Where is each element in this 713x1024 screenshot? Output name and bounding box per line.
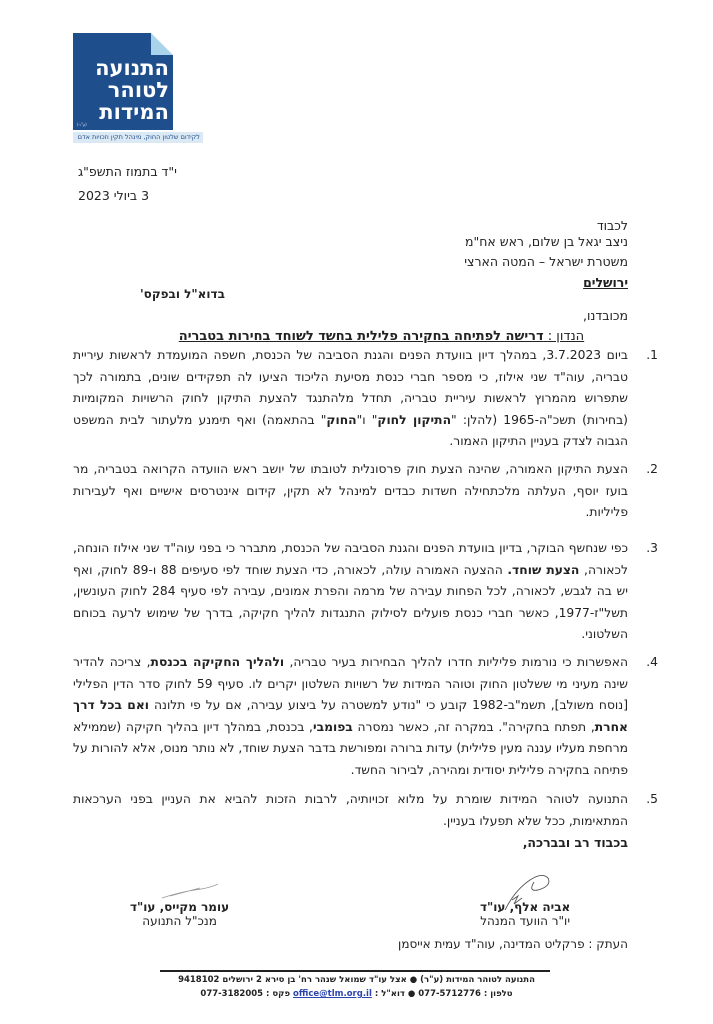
paragraph-text: התנועה לטוהר המידות שומרת על מלוא זכויותיה, לרבות הזכות להביא את העניין בפני הערכאות המתאימות, ככל שלא תפעלו בעניין.	[73, 792, 628, 828]
logo-tagline: לקידום שלטון החוק, מינהל תקין וזכויות אדם	[73, 132, 203, 143]
greeting: מכובדנו,	[583, 308, 628, 323]
signature-right	[480, 900, 570, 928]
footer-address: התנועה לטוהר המידות (ע"ר) ● אצל עו"ד שמואל שנהר רח' בן סירא 2 ירושלים 9418102	[178, 975, 535, 985]
emphasized-text: התיקון לחוק	[377, 412, 452, 427]
footer-contact	[0, 989, 713, 999]
recipient-city: ירושלים	[583, 275, 628, 290]
paragraph-4	[73, 652, 658, 781]
paragraph-number: 1.	[646, 348, 658, 362]
paragraph-2	[73, 459, 658, 524]
paragraph-3	[73, 538, 658, 646]
paragraph-body	[73, 462, 628, 519]
footer-divider	[160, 970, 550, 972]
emphasized-text: בפומבי	[312, 719, 353, 734]
recipient-organization: משטרת ישראל – המטה הארצי	[464, 254, 628, 269]
paragraph-number: 3.	[646, 541, 658, 555]
emphasized-text: הצעת שוחד.	[507, 562, 580, 577]
logo-name-line-3: המידות	[99, 100, 169, 124]
paragraph-number: 5.	[646, 792, 658, 806]
paragraph-number: 2.	[646, 462, 658, 476]
paragraph-text: ביום 3.7.2023, במהלך דיון בוועדת הפנים והגנת הסביבה של הכנסת, חשפה המועמדת לראשות עיריית טבריה, עוה"ד שני אילוז, כי מספר חברי כנסת מסיעת הליכוד הציעו לה תפקידים שונים, בתמורה לכך שתפרוש מהמרוץ לראשות עיריית טבריה, תחדל מלהתנגד להצעת התיקון לחוק הרשויות המקומיות (בחירות) תשכ"ה-1965 (להלן: "	[73, 348, 628, 427]
hebrew-date: י"ד בתמוז התשפ"ג	[78, 164, 177, 179]
emphasized-text: ואם בכל דרך אחרת	[73, 698, 628, 734]
email-link[interactable]: office@tlm.org.il	[293, 989, 372, 999]
signer-name: אביה אלף, עו"ד	[480, 900, 571, 914]
paragraph-text: כפי שנחשף הבוקר, בדיון בוועדת הפנים והגנת הסביבה של הכנסת, מתברר כי בפני עוה"ד שני אילוז הונחה, לכאורה,	[73, 541, 628, 577]
paragraph-text: " בהתאמה) ואף תימנע מלעתור לבית המשפט הגבוה לצדק בעניין התיקון האמור.	[73, 412, 628, 448]
emphasized-text: החוק	[326, 412, 357, 427]
paragraph-number: 4.	[646, 655, 658, 669]
paragraph-text: , צריכה להדיר שינה מעיני מי ששלטון החוק וטוהר המידות של רשויות השלטון יקרים לו. סעיף 59 לחוק סדר הדין הפלילי [נוסח משולב], תשמ"ב-1982 קובע כי "נודע למשטרה על ביצוע עבירה, אם על פי תלונה	[73, 655, 628, 712]
subject-text: דרישה לפתיחה בחקירה פלילית בחשד לשוחד בחירות בטבריה	[178, 329, 544, 344]
logo-page-fold	[151, 33, 173, 55]
logo-name-line-1: התנועה	[95, 56, 169, 80]
subject-prefix: הנדון :	[547, 329, 585, 344]
paragraph-5	[73, 789, 658, 832]
gregorian-date: 3 ביולי 2023	[78, 188, 150, 203]
cc-line: העתק : פרקליט המדינה, עוה"ד עמית אייסמן	[398, 937, 628, 951]
signer-name: עומר מקייס, עו"ד	[130, 900, 230, 914]
paragraph-body	[73, 348, 628, 448]
emphasized-text: ולהליך החקיקה בכנסת	[150, 655, 285, 669]
subject-line	[0, 329, 713, 344]
paragraph-text: ההצעה האמורה עולה, לכאורה, כדי הצעת שוחד לפי סעיפים 88 ו-89 לחוק, ואף יש בה לגבש, לכאורה, לכל הפחות עבירה של מרמה והפרת אמונים, עבירה לפי סעיף 284 לחוק העונשין, תשל"ז-1977, כאשר חברי כנסת פועלים לסילוק התנגדות להליך חקיקה, בדרך של שימוש לרעה בכוחם השלטוני.	[73, 562, 628, 641]
logo-name-line-2: לטוהר	[107, 78, 169, 102]
phone-number: 077-5712776	[418, 989, 481, 999]
paragraph-body	[73, 541, 628, 641]
fax-label: פקס :	[266, 989, 291, 999]
paragraph-text: הצעת התיקון האמורה, שהינה הצעת חוק פרסונלית לטובתו של יושב ראש הוועדה הקרואה בטבריה, מר בועז יוסף, העלתה מלכתחילה חשדות כבדים למינהל לא תקין, קידום אינטרסים אישיים ואף לעבירות פליליות.	[73, 462, 628, 519]
paragraph-text: , תפתח בחקירה". במקרה זה, כאשר נמסרה	[352, 719, 595, 734]
logo-trademark: (ע"ר)	[77, 122, 87, 127]
delivery-method: בדוא"ל ובפקס'	[140, 287, 225, 301]
signer-title: יו"ר הוועד המנהל	[480, 914, 571, 928]
organization-logo	[73, 33, 200, 148]
logo-box	[73, 33, 173, 130]
email-label: ● דוא"ל :	[374, 989, 416, 999]
signer-title: מנכ"ל התנועה	[142, 914, 217, 928]
recipient-name: ניצב יגאל בן שלום, ראש אח"מ	[464, 234, 628, 249]
paragraph-1	[73, 345, 658, 453]
logo-name	[77, 57, 169, 123]
paragraph-body	[73, 655, 628, 777]
closing: בכבוד רב ובברכה,	[522, 835, 628, 850]
phone-label: טלפון :	[483, 989, 513, 999]
paragraph-text: , בכנסת, במהלך דיון בהליך חקיקה (שממילא מרחפת מעליו עננה מעין פלילית) עדות ברורה ומפורשת בדבר הצעת שוחד, לא נותר מנוס, אלא להורות על פתיחה בחקירה פלילית יסודית ומהירה, לבירור החשד.	[73, 719, 628, 777]
signature-scribble-left	[160, 882, 220, 902]
recipient-salutation: לכבוד	[596, 218, 628, 233]
paragraph-text: " ו"	[356, 412, 378, 427]
fax-number: 077-3182005	[200, 989, 264, 999]
paragraph-body	[73, 792, 628, 828]
signature-left	[130, 900, 229, 928]
paragraph-text: האפשרות כי נורמות פליליות חדרו להליך הבחירות בעיר טבריה,	[284, 655, 628, 669]
